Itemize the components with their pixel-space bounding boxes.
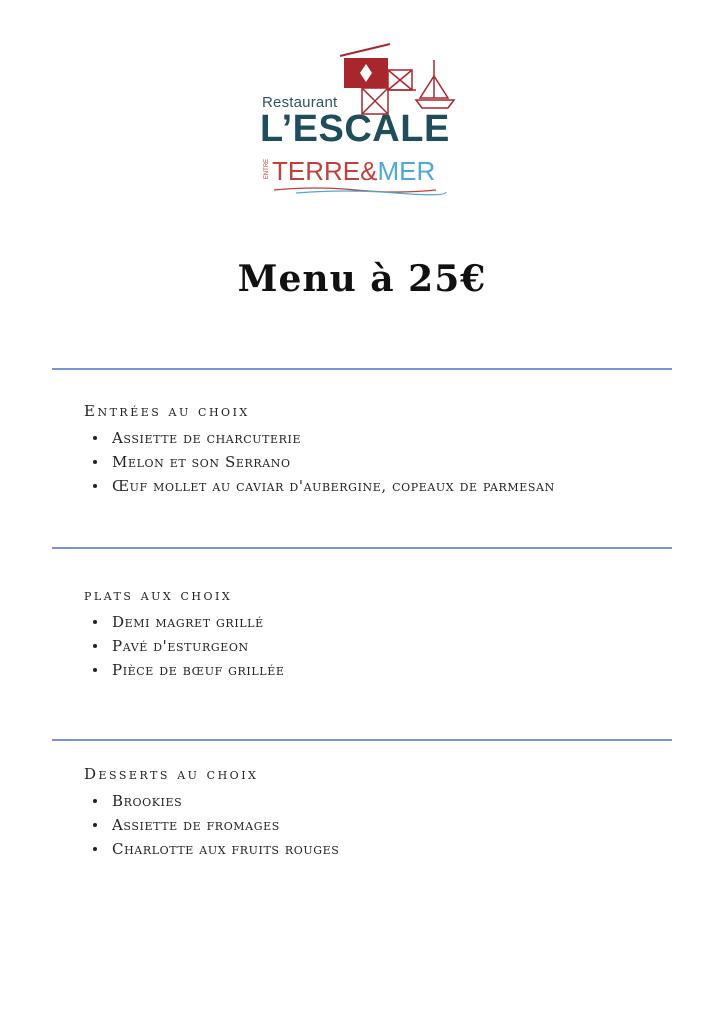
dish-name: Demi magret grillé [112, 613, 264, 631]
bullet-icon [93, 484, 97, 488]
dish-name: Assiette de charcuterie [112, 429, 302, 447]
logo-terre: TERRE [272, 156, 361, 186]
logo-mer: MER [377, 156, 436, 186]
bullet-icon [93, 436, 97, 440]
dish-name: Assiette de fromages [112, 816, 280, 834]
bullet-icon [93, 668, 97, 672]
bullet-icon [93, 644, 97, 648]
bullet-icon [93, 620, 97, 624]
dish-name: Pavé d'esturgeon [112, 637, 249, 655]
bullet-icon [93, 847, 97, 851]
bullet-icon [93, 799, 97, 803]
logo-restaurant-text: Restaurant [262, 94, 338, 111]
bullet-icon [93, 460, 97, 464]
list-item [84, 813, 684, 837]
dish-list [84, 789, 684, 861]
list-item [84, 610, 684, 634]
list-item [84, 658, 684, 682]
logo-terre-mer-text [272, 158, 435, 184]
menu-title: Menu à 25€ [237, 258, 487, 300]
section-plats [84, 586, 684, 682]
section-title: Desserts au choix [84, 765, 259, 783]
logo-entre-text: ENTRE [264, 158, 270, 180]
section-divider [52, 547, 672, 549]
dish-name: Melon et son Serrano [112, 453, 291, 471]
list-item [84, 634, 684, 658]
section-title: plats aux choix [84, 586, 233, 604]
logo-ampersand: & [360, 156, 378, 186]
dish-list [84, 610, 684, 682]
list-item [84, 789, 684, 813]
dish-name: Charlotte aux fruits rouges [112, 840, 340, 858]
list-item [84, 837, 684, 861]
list-item [84, 474, 684, 498]
list-item [84, 426, 684, 450]
restaurant-logo [256, 40, 466, 200]
section-divider [52, 368, 672, 370]
dish-list [84, 426, 684, 498]
section-entrees [84, 402, 684, 498]
dish-name: Œuf mollet au caviar d'aubergine, copeaux de parmesan [112, 477, 555, 495]
bullet-icon [93, 823, 97, 827]
section-desserts [84, 765, 684, 861]
section-title: Entrées au choix [84, 402, 250, 420]
logo-escale-text: L’ESCALE [260, 108, 450, 150]
section-divider [52, 739, 672, 741]
dish-name: Pièce de bœuf grillée [112, 661, 285, 679]
dish-name: Brookies [112, 792, 183, 810]
list-item [84, 450, 684, 474]
